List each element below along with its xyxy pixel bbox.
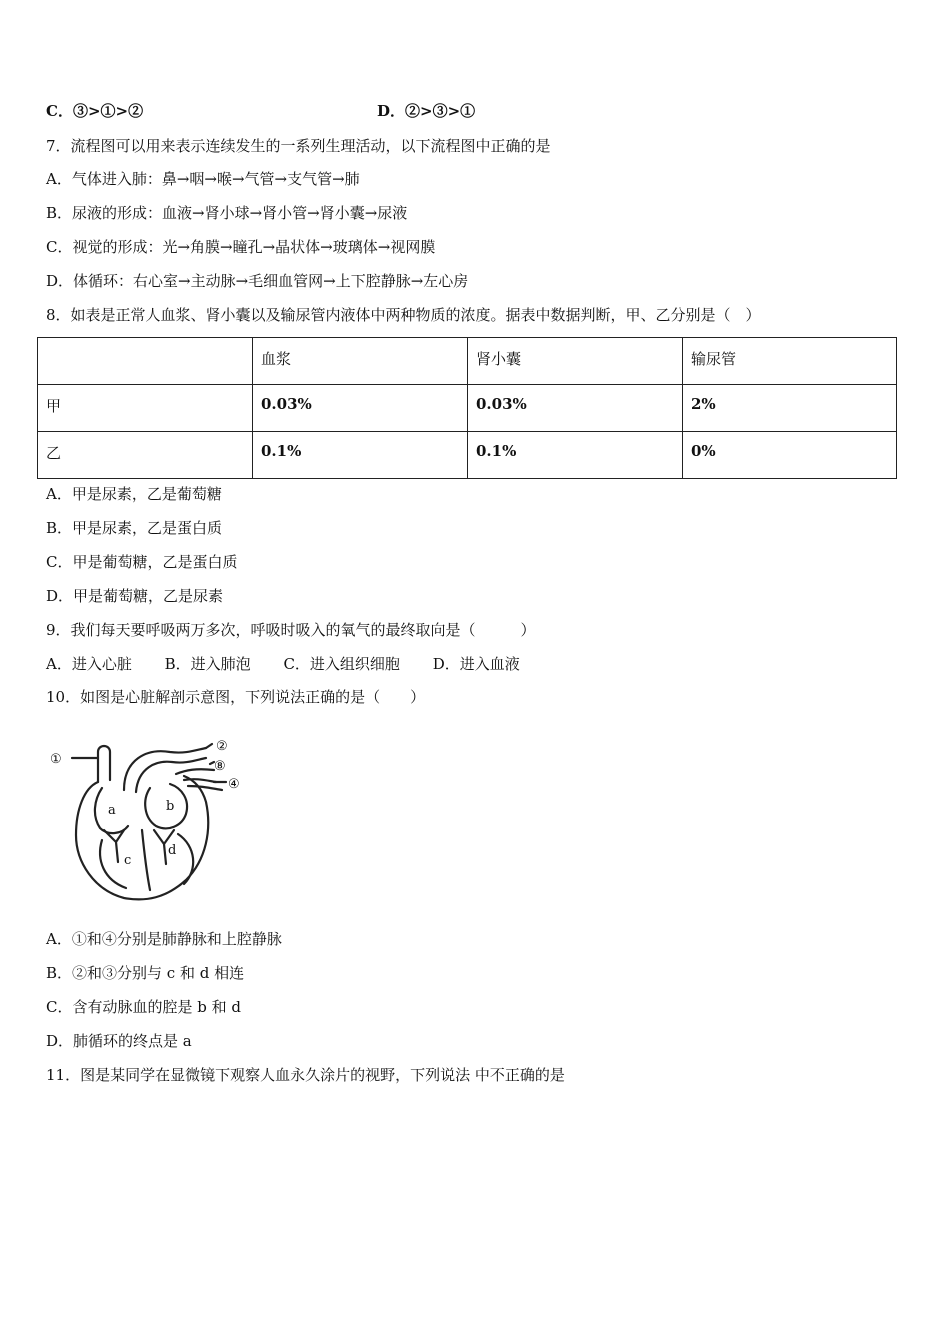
q7-option-b: B．尿液的形成：血液→肾小球→肾小管→肾小囊→尿液: [46, 204, 408, 222]
label-3: ⑧: [214, 759, 226, 774]
q9-options: [46, 654, 548, 674]
q8-option-d: D．甲是葡萄糖，乙是尿素: [46, 587, 224, 605]
q6-option-c: C．③>①>②: [46, 102, 144, 120]
chamber-d-wall: [178, 834, 193, 884]
q9-option-c: C．进入组织细胞: [283, 655, 400, 673]
pulmonary-vessels: [176, 769, 214, 774]
table-header-cell: 血浆: [253, 338, 468, 385]
q10-option-d: D．肺循环的终点是 a: [46, 1032, 192, 1050]
table-row-label: 甲: [38, 385, 253, 432]
table-header-cell: [38, 338, 253, 385]
heart-anatomy-diagram: [46, 730, 256, 908]
table-header-cell: 输尿管: [683, 338, 897, 385]
label-1: ①: [50, 752, 62, 767]
q8-option-b: B．甲是尿素，乙是蛋白质: [46, 519, 223, 537]
table-cell: 2%: [683, 385, 897, 432]
septum: [142, 830, 150, 890]
q10-option-a: A．①和④分别是肺静脉和上腔静脉: [46, 930, 282, 948]
q7-option-a: A．气体进入肺：鼻→咽→喉→气管→支气管→肺: [46, 170, 360, 188]
label-4: ④: [228, 777, 240, 792]
q9-stem: 9．我们每天要呼吸两万多次，呼吸时吸入的氧气的最终取向是（ ）: [46, 621, 536, 639]
vessel-1: [98, 746, 110, 782]
label-c: c: [124, 853, 132, 868]
label-a: a: [108, 803, 116, 818]
table-cell: 0.1%: [253, 432, 468, 479]
table-header-cell: 肾小囊: [468, 338, 683, 385]
label-b: b: [166, 799, 175, 814]
q7-option-c: C．视觉的形成：光→角膜→瞳孔→晶状体→玻璃体→视网膜: [46, 238, 436, 256]
table-cell: 0.1%: [468, 432, 683, 479]
q7-option-d: D．体循环：右心室→主动脉→毛细血管网→上下腔静脉→左心房: [46, 272, 469, 290]
label-d: d: [168, 843, 177, 858]
table-cell: 0.03%: [253, 385, 468, 432]
q8-concentration-table: [37, 337, 897, 479]
q7-stem: 7．流程图可以用来表示连续发生的一系列生理活动，以下流程图中正确的是: [46, 137, 551, 155]
chamber-c-wall: [100, 840, 126, 888]
q9-option-a: A．进入心脏: [46, 655, 132, 673]
valve-left: [104, 830, 124, 862]
label-2: ②: [216, 739, 228, 754]
table-header-row: [38, 338, 897, 385]
q8-option-c: C．甲是葡萄糖，乙是蛋白质: [46, 553, 238, 571]
table-row: [38, 385, 897, 432]
table-row: [38, 432, 897, 479]
table-row-label: 乙: [38, 432, 253, 479]
q10-option-b: B．②和③分别与 c 和 d 相连: [46, 964, 245, 982]
q11-stem: 11．图是某同学在显微镜下观察人血永久涂片的视野，下列说法 中不正确的是: [46, 1066, 565, 1084]
q9-option-b: B．进入肺泡: [164, 655, 251, 673]
q8-option-a: A．甲是尿素，乙是葡萄糖: [46, 485, 222, 503]
table-cell: 0%: [683, 432, 897, 479]
q9-option-d: D．进入血液: [432, 655, 520, 673]
q6-option-d: D．②>③>①: [377, 102, 476, 120]
table-cell: 0.03%: [468, 385, 683, 432]
q10-stem: 10．如图是心脏解剖示意图，下列说法正确的是（ ）: [46, 688, 426, 706]
q10-option-c: C．含有动脉血的腔是 b 和 d: [46, 998, 241, 1016]
q8-stem: 8．如表是正常人血浆、肾小囊以及输尿管内液体中两种物质的浓度。据表中数据判断，甲、乙分别是（ ）: [46, 306, 761, 324]
